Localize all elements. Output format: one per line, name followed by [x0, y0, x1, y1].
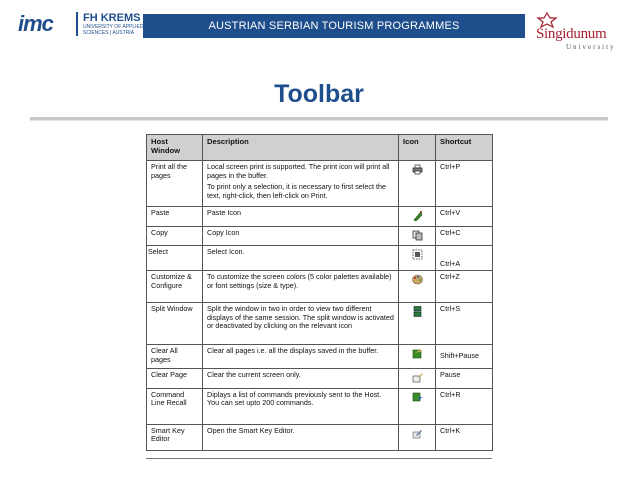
icon-cell — [399, 271, 436, 303]
description-cell: Open the Smart Key Editor. — [203, 424, 399, 450]
column-header-shortcut: Shortcut — [436, 135, 493, 161]
table-row — [147, 424, 493, 450]
fh-krems-logo — [76, 12, 145, 36]
host-cell: Command Line Recall — [147, 388, 203, 424]
table-row — [147, 369, 493, 389]
fh-krems-title: FH KREMS — [83, 12, 141, 24]
shortcut-cell: Pause — [436, 369, 493, 389]
shortcut-cell: Ctrl+R — [436, 388, 493, 424]
description-cell: Diplays a list of commands previously sent to the Host. You can set upto 200 commands. — [203, 388, 399, 424]
fh-krems-subtitle-1: UNIVERSITY OF APPLIED — [83, 24, 144, 30]
table-bottom-rule — [146, 458, 492, 459]
printer-icon — [412, 164, 423, 175]
column-header-description: Description — [203, 135, 399, 161]
command-recall-icon — [412, 392, 423, 403]
description-cell: Clear all pages i.e. all the displays saved in the buffer. — [203, 345, 399, 369]
smart-key-icon — [412, 428, 423, 439]
clear-page-icon — [412, 372, 423, 383]
shortcut-cell: Shift+Pause — [436, 345, 493, 369]
shortcut-cell: Ctrl+C — [436, 226, 493, 246]
column-header-icon: Icon — [399, 135, 436, 161]
singidunum-subtitle: University — [566, 43, 616, 51]
imc-logo: imc — [18, 11, 53, 36]
description-cell: Copy Icon — [203, 226, 399, 246]
paste-icon — [412, 210, 423, 221]
shortcut-cell: Ctrl+P — [436, 161, 493, 207]
table-row — [147, 271, 493, 303]
column-header-host: Host Window — [147, 135, 203, 161]
shortcut-cell: Ctrl+V — [436, 207, 493, 227]
host-cell: Split Window — [147, 303, 203, 345]
icon-cell — [399, 388, 436, 424]
description-cell: To customize the screen colors (5 color palettes available) or font settings (size & type). — [203, 271, 399, 303]
shortcut-cell: Ctrl+S — [436, 303, 493, 345]
select-icon — [412, 249, 423, 260]
icon-cell — [399, 345, 436, 369]
programme-banner: AUSTRIAN SERBIAN TOURISM PROGRAMMES — [143, 14, 525, 38]
table-row — [147, 345, 493, 369]
host-cell: Clear All pages — [147, 345, 203, 369]
shortcut-cell: Ctrl+K — [436, 424, 493, 450]
table-row — [147, 161, 493, 207]
description-text: Local screen print is supported. The print icon will print all pages in the buffer. — [207, 162, 390, 180]
shortcut-cell: Ctrl+A — [436, 246, 493, 271]
title-divider-shadow — [30, 120, 608, 121]
host-cell: Print all the pages — [147, 161, 203, 207]
slide-title: Toolbar — [274, 80, 364, 108]
description-text: To print only a selection, it is necessary to first select the text, right-click, then left-click on Print. — [207, 182, 386, 200]
host-cell: Customize & Configure — [147, 271, 203, 303]
host-cell: Select — [147, 246, 203, 271]
icon-cell — [399, 424, 436, 450]
split-window-icon — [412, 306, 423, 317]
shortcut-cell: Ctrl+Z — [436, 271, 493, 303]
table-row — [147, 207, 493, 227]
table-row — [147, 388, 493, 424]
host-cell: Smart Key Editor — [147, 424, 203, 450]
description-cell: Paste Icon — [203, 207, 399, 227]
icon-cell — [399, 369, 436, 389]
fh-krems-subtitle-2: SCIENCES | AUSTRIA — [83, 30, 135, 36]
singidunum-logo — [532, 10, 632, 51]
host-cell: Paste — [147, 207, 203, 227]
icon-cell — [399, 207, 436, 227]
table-header-row — [147, 135, 493, 161]
icon-cell — [399, 161, 436, 207]
host-cell: Clear Page — [147, 369, 203, 389]
table-row — [147, 246, 493, 271]
table-row — [147, 303, 493, 345]
description-cell — [203, 161, 399, 207]
description-cell: Clear the current screen only. — [203, 369, 399, 389]
table-row — [147, 226, 493, 246]
copy-icon — [412, 230, 423, 241]
slide-header — [0, 0, 638, 50]
description-cell: Select Icon. — [203, 246, 399, 271]
icon-cell — [399, 246, 436, 271]
icon-cell — [399, 226, 436, 246]
singidunum-name: Singidunum — [536, 26, 607, 42]
icon-cell — [399, 303, 436, 345]
palette-icon — [412, 274, 423, 285]
description-cell: Split the window in two in order to view two different displays of the same session. The split window is activated or deactivated by clicking on the relevant icon — [203, 303, 399, 345]
toolbar-table — [146, 134, 493, 451]
host-cell: Copy — [147, 226, 203, 246]
clear-all-icon — [412, 348, 423, 359]
